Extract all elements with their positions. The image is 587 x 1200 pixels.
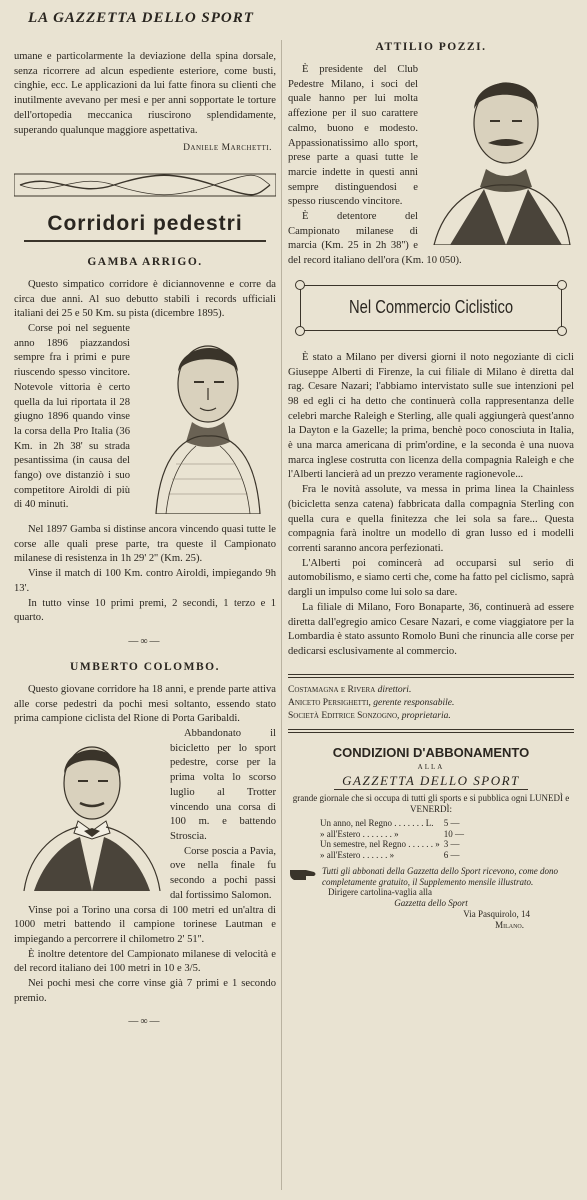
commercio-paragraph-1: È stato a Milano per diversi giorni il noto negoziante di cicli Giuseppe Alberti di Firenze, la cui filiale di Milano è diretta dal rag. Cesare Nazari; l'abbiamo intervistato sulle sue intenzioni pel 98 ed egli ci ha detto che continuerà colla rappresentanza delle celebri marche Raleigh e Sterling, alle quali aggiungerà quest'anno la Dayton e la Gazelle; la prima, benchè poco conosciuta in Italia, è una marca americana di prim'ordine, e la seconda è una nuova marca inglese costrutta con licenza della compagnia Raleigh e che l'Alberti lancierà ad un prezzo veramente ragionevole... xyxy=(288,351,574,481)
colombo-paragraph-1: Questo giovane corridore ha 18 anni, e prende parte attiva alle corse pedestri da pochi mesi soltanto, essendo stato prima campione ciclista del Rione di Porta Garibaldi. xyxy=(14,683,276,725)
price-table xyxy=(318,818,466,860)
dirigere-text: Dirigere cartolina-vaglia alla xyxy=(328,887,432,898)
small-ornament: —∞— xyxy=(128,1016,162,1028)
commercio-paragraph-4: La filiale di Milano, Foro Bonaparte, 36, continuerà ad essere diretta dall'egregio amico Cesare Nazari, e come viaggiatore per la Lombardia è stato assunto Romolo Buni che rinuncia alle corse per dedicarsi esclusivamente al commercio. xyxy=(288,601,574,657)
credits-line: Società Editrice Sonzogno, proprietaria. xyxy=(288,710,451,721)
notice-text: Tutti gli abbonati della Gazzetta dello Sport ricevono, come dono completamente gratuito, il Supplemento mensile illustrato. xyxy=(322,866,558,887)
right-column xyxy=(288,35,574,931)
pozzi-paragraph-2: È detentore del Campionato milanese di marcia (Km. 25 in 2h 38'') e del record italiano dell'ora (Km. 10 050). xyxy=(288,211,462,267)
left-column xyxy=(14,50,276,1027)
colombo-heading: UMBERTO COLOMBO. xyxy=(70,660,220,673)
commercio-paragraph-2: Fra le novità assolute, va messa in prima linea la Chainless (bicicletta senza catena) fabbricata dalla compagnia Sterling con quella cura e quella finitezza che lei sola sa fare... Questa compagnia farà inoltre un modello di gran lusso ed i modelli correnti saranno ancora perfezionati. xyxy=(288,484,574,554)
subscription-notice xyxy=(288,866,574,887)
double-rule-divider xyxy=(288,674,574,678)
table-row: » all'Estero . . . . . . » 6 — xyxy=(320,849,460,860)
colombo-paragraph-4: Vinse poi a Torino una corsa di 100 metri ed un'altra di 1000 metri battendo il campione torinese Lautman e impiegando a percorrere il chilometro 2' 51''. xyxy=(14,904,276,945)
gamba-paragraph-4: Vinse il match di 100 Km. contro Airoldi, impiegando 9h 13'. xyxy=(14,568,276,594)
decorative-divider xyxy=(14,168,276,204)
corner-ornament-icon xyxy=(295,280,305,290)
corner-ornament-icon xyxy=(557,280,567,290)
corner-ornament-icon xyxy=(295,326,305,336)
commercio-paragraph-3: L'Alberti poi comincerà ad occuparsi sul serio di automobilismo, e siamo certi che, come ha fatto pel ciclismo, saprà dargli un impulso come lui solo sa dare. xyxy=(288,557,574,599)
small-ornament: —∞— xyxy=(128,635,162,647)
colombo-paragraph-2: Abbandonato il bicicletto per lo sport pedestre, corse per la prima volta lo scorso luglio al Trotter vincendo una corsa di 100 m. e battendo Stroscia. xyxy=(170,728,276,842)
pozzi-portrait xyxy=(424,65,574,250)
colombo-paragraph-3: Corse poscia a Pavia, ove nella finale fu secondo a pochi passi dal fortissimo Salomon. xyxy=(170,845,276,901)
ornament-icon xyxy=(14,168,276,204)
portrait-icon xyxy=(14,731,164,891)
portrait-icon xyxy=(424,65,574,245)
table-row: » all'Estero . . . . . . . » 10 — xyxy=(320,828,464,839)
gamba-paragraph-5: In tutto vinse 10 primi premi, 2 secondi, 1 terzo e 1 quarto. xyxy=(14,597,276,624)
double-rule-divider xyxy=(288,729,574,733)
credits-block xyxy=(288,684,574,723)
address-line-2: Via Pasquirolo, 14 xyxy=(463,909,530,920)
gamba-paragraph-2: Corse poi nel seguente anno 1896 piazzandosi sempre fra i primi e pure riuscendo spesso vincitore. Notevole vittoria è certo quella da lui riportata il 28 giugno 1896 quando vinse la corsa della Pro Italia (36 Km. in 2h 38' su strada pesantissima (in causa del fango) ove distanziò i suo competitore Airoldi di più di 40 minuti. xyxy=(14,323,130,511)
section-title: Corridori pedestri xyxy=(47,211,243,235)
address-line-3: Milano. xyxy=(495,920,524,931)
gamba-heading: GAMBA ARRIGO. xyxy=(87,255,203,268)
credits-line: Costamagna e Rivera direttori. xyxy=(288,684,412,695)
abbonamento-alla: ALLA xyxy=(417,762,445,771)
table-row: Un semestre, nel Regno . . . . . . » 3 — xyxy=(320,839,460,850)
colombo-portrait xyxy=(14,731,164,896)
commercio-title: Nel Commercio Ciclistico xyxy=(348,297,514,318)
title-underline xyxy=(24,240,266,242)
intro-paragraph: umane e particolarmente la deviazione della spina dorsale, senza ricorrere ad alcun espediente esteriore, come busti, cinghie, ecc. Le applicazioni da lui fatte finora su clienti che inutilmente avevano per mesi e per anni sopportate le torture dell'ortopedia meccanica riuscirono splendidamente, superando qualunque maggiore aspettativa. xyxy=(14,51,276,136)
abbonamento-paper-name: GAZZETTA DELLO SPORT xyxy=(334,774,528,790)
address-line-1: Gazzetta dello Sport xyxy=(394,898,468,909)
gamba-portrait xyxy=(136,324,276,519)
gamba-paragraph-1: Questo simpatico corridore è diciannovenne e corre da circa due anni. Al suo debutto stabilì i records ufficiali italiani dei 25 e 50 Km. su pista (dicembre 1895). xyxy=(14,278,276,320)
signature: Daniele Marchetti. xyxy=(183,143,272,154)
colombo-paragraph-6: Nei pochi mesi che corre vinse già 7 primi e 1 secondo premio. xyxy=(14,978,276,1004)
pozzi-heading: ATTILIO POZZI. xyxy=(375,41,487,53)
colombo-paragraph-5: È inoltre detentore del Campionato milanese di velocità e del record italiano dei 100 metri in 10 e 3/5. xyxy=(14,948,276,975)
pozzi-paragraph-1: È presidente del Club Pedestre Milano, i soci del quale hanno per lui molta affezione per il suo carattere calmo, buono e modesto. Appassionatissimo allo sport, prese parte a quasi tutte le marcie indette in questi anni sempre distinguendosi e spesso riuscendo vincitore. xyxy=(288,64,418,208)
table-row: Un anno, nel Regno . . . . . . . L. 5 — xyxy=(320,818,460,829)
corner-ornament-icon xyxy=(557,326,567,336)
newspaper-masthead: LA GAZZETTA DELLO SPORT xyxy=(28,10,254,26)
credits-line: Aniceto Persighetti, gerente responsabile. xyxy=(288,697,455,708)
abbonamento-subtitle: grande giornale che si occupa di tutti gli sports e si pubblica ogni LUNEDÌ e VENERDÌ: xyxy=(292,793,570,815)
column-divider xyxy=(281,40,282,1190)
portrait-icon xyxy=(136,324,276,514)
abbonamento-title: CONDIZIONI D'ABBONAMENTO xyxy=(332,744,530,760)
gamba-paragraph-3: Nel 1897 Gamba si distinse ancora vincendo quasi tutte le corse alle quali prese parte, tra queste il Campionato milanese di resistenza in 1h 29' 2'' (Km. 25). xyxy=(14,524,276,565)
commercio-title-box xyxy=(300,285,562,331)
pointing-hand-icon xyxy=(288,866,318,882)
